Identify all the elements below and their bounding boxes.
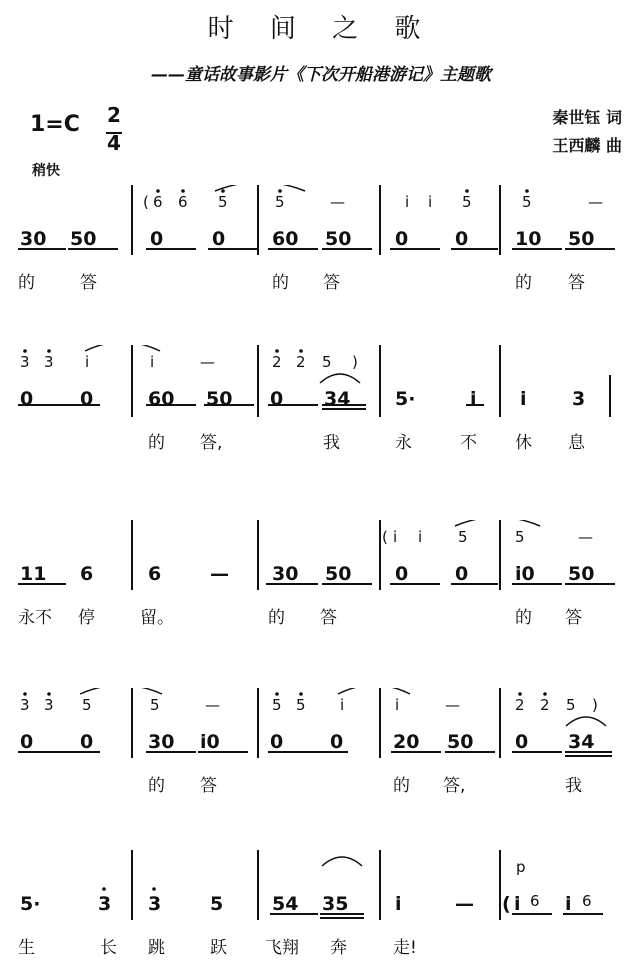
lyric-syllable: 答,: [443, 776, 466, 796]
melody-note: 60: [148, 388, 175, 410]
melody-note: i: [514, 893, 521, 915]
upper-note: 2: [515, 696, 525, 714]
melody-note: 6: [80, 563, 94, 585]
lyric-syllable: 答: [80, 273, 97, 293]
notation-svg: [0, 688, 642, 818]
upper-note: 6: [178, 193, 188, 211]
upper-note: 5: [82, 696, 92, 714]
melody-note: 0: [330, 731, 344, 753]
slur: [215, 185, 305, 191]
octave-dot: [181, 189, 185, 193]
melody-note: 30: [148, 731, 175, 753]
upper-note: (: [143, 193, 149, 211]
melody-note: i0: [200, 731, 220, 753]
slur: [322, 857, 362, 866]
lyric-syllable: 答,: [200, 433, 223, 453]
melody-note: 0: [80, 731, 94, 753]
melody-note: i: [395, 893, 402, 915]
slur: [80, 688, 162, 694]
upper-note: 3: [20, 353, 30, 371]
melody-note: 0: [455, 563, 469, 585]
lyric-syllable: 的: [148, 433, 165, 453]
lyric-syllable: 不: [460, 433, 477, 453]
melody-note: 3: [572, 388, 586, 410]
melody-note: 50: [206, 388, 233, 410]
notation-svg: [0, 185, 642, 315]
upper-note: 5: [458, 528, 468, 546]
upper-note: i: [428, 193, 433, 211]
melody-note: 0: [515, 731, 529, 753]
upper-note: 2: [296, 353, 306, 371]
octave-dot: [156, 189, 160, 193]
melody-note: i: [470, 388, 477, 410]
notation-svg: [0, 850, 642, 980]
melody-note: 0: [20, 731, 34, 753]
upper-note: 5: [296, 696, 306, 714]
melody-note: 6: [148, 563, 162, 585]
melody-note: 0: [395, 563, 409, 585]
upper-note: 3: [44, 353, 54, 371]
melody-note: 5: [210, 893, 224, 915]
upper-note: i: [405, 193, 410, 211]
lyric-syllable: 留。: [140, 608, 174, 628]
melody-note: 50: [325, 228, 352, 250]
song-title: 时 间 之 歌: [207, 14, 435, 44]
upper-note: 2: [540, 696, 550, 714]
tempo-marking: 稍快: [32, 163, 60, 179]
song-subtitle: ——童话故事影片《下次开船港游记》主题歌: [151, 65, 491, 85]
octave-dot: [152, 887, 156, 891]
melody-note: 50: [568, 228, 595, 250]
upper-note: 5: [462, 193, 472, 211]
upper-note: p: [516, 858, 526, 876]
time-signature-bottom: 4: [107, 131, 121, 155]
lyric-syllable: 答: [323, 273, 340, 293]
melody-note: 50: [70, 228, 97, 250]
upper-note: —: [200, 353, 215, 371]
upper-note: 5: [272, 696, 282, 714]
lyric-syllable: 飞翔: [265, 938, 299, 958]
melody-note: 3: [98, 893, 112, 915]
melody-note: 10: [515, 228, 542, 250]
upper-note: —: [330, 193, 345, 211]
upper-note: ): [592, 696, 598, 714]
melody-note: 0: [212, 228, 226, 250]
notation-svg: [0, 520, 642, 650]
lyric-syllable: 我: [565, 776, 582, 796]
upper-note: 5: [275, 193, 285, 211]
lyric-syllable: 答: [568, 273, 585, 293]
octave-dot: [23, 349, 27, 353]
upper-note: 5: [150, 696, 160, 714]
upper-note: 5: [522, 193, 532, 211]
upper-note: 5: [322, 353, 332, 371]
slur: [338, 688, 410, 694]
slur: [455, 520, 540, 526]
upper-note: ): [352, 353, 358, 371]
slur: [85, 345, 160, 351]
upper-note: —: [205, 696, 220, 714]
melody-note: 0: [20, 388, 34, 410]
upper-note: 6: [153, 193, 163, 211]
lyric-syllable: 停: [78, 608, 95, 628]
time-signature-top: 2: [107, 103, 121, 127]
melody-note: i: [565, 893, 572, 915]
upper-note: (: [382, 528, 388, 546]
octave-dot: [47, 349, 51, 353]
upper-note: —: [578, 528, 593, 546]
lyric-syllable: 永: [395, 433, 412, 453]
melody-note: 0: [150, 228, 164, 250]
melody-note: 34: [568, 731, 595, 753]
slur: [320, 374, 360, 383]
lyric-syllable: 息: [568, 433, 585, 453]
melody-note: —: [455, 893, 474, 915]
melody-note: 5·: [20, 893, 41, 915]
lyric-syllable: 生: [18, 938, 35, 958]
octave-dot: [102, 887, 106, 891]
melody-note: (: [502, 893, 511, 915]
octave-dot: [278, 189, 282, 193]
melody-note: 11: [20, 563, 47, 585]
octave-dot: [221, 189, 225, 193]
upper-note: 5: [515, 528, 525, 546]
lyric-syllable: 休: [515, 433, 532, 453]
lyric-syllable: 的: [393, 776, 410, 796]
melody-note: 3: [148, 893, 162, 915]
upper-note: i: [340, 696, 345, 714]
melody-note: 50: [447, 731, 474, 753]
melody-note: 30: [20, 228, 47, 250]
melody-note: 0: [80, 388, 94, 410]
lyric-syllable: 长: [100, 938, 117, 958]
melody-note: 30: [272, 563, 299, 585]
octave-dot: [543, 692, 547, 696]
lyric-syllable: 永不: [18, 608, 52, 628]
composer-credit: 王西麟 曲: [552, 136, 622, 155]
melody-note: 34: [324, 388, 351, 410]
lyricist-credit: 秦世钰 词: [552, 108, 622, 127]
lyric-syllable: 的: [272, 273, 289, 293]
lyric-syllable: 答: [320, 608, 337, 628]
melody-note: 5·: [395, 388, 416, 410]
octave-dot: [23, 692, 27, 696]
upper-note: 3: [44, 696, 54, 714]
score-system-2: [0, 345, 642, 475]
upper-note: —: [445, 696, 460, 714]
octave-dot: [525, 189, 529, 193]
lyric-syllable: 的: [148, 776, 165, 796]
upper-note: i: [393, 528, 398, 546]
melody-note: 6: [530, 892, 540, 910]
score-system-1: [0, 185, 642, 315]
melody-note: i: [520, 388, 527, 410]
score-system-4: [0, 688, 642, 818]
melody-note: —: [210, 563, 229, 585]
upper-note: i: [85, 353, 90, 371]
octave-dot: [275, 692, 279, 696]
lyric-syllable: 的: [515, 608, 532, 628]
lyric-syllable: 的: [515, 273, 532, 293]
upper-note: 3: [20, 696, 30, 714]
notation-svg: [0, 345, 642, 475]
melody-note: 60: [272, 228, 299, 250]
octave-dot: [275, 349, 279, 353]
melody-note: 0: [270, 731, 284, 753]
upper-note: i: [150, 353, 155, 371]
melody-note: i0: [515, 563, 535, 585]
score-system-5: [0, 850, 642, 980]
upper-note: 5: [218, 193, 228, 211]
lyric-syllable: 跃: [210, 938, 227, 958]
upper-note: i: [395, 696, 400, 714]
melody-note: 50: [568, 563, 595, 585]
score-system-3: [0, 520, 642, 650]
lyric-syllable: 走!: [393, 938, 417, 958]
melody-note: 6: [582, 892, 592, 910]
melody-note: 0: [395, 228, 409, 250]
lyric-syllable: 我: [323, 433, 340, 453]
lyric-syllable: 的: [18, 273, 35, 293]
upper-note: i: [418, 528, 423, 546]
upper-note: 5: [566, 696, 576, 714]
lyric-syllable: 跳: [148, 938, 165, 958]
slur: [566, 717, 606, 726]
lyric-syllable: 答: [200, 776, 217, 796]
lyric-syllable: 奔: [330, 938, 347, 958]
octave-dot: [47, 692, 51, 696]
lyric-syllable: 答: [565, 608, 582, 628]
melody-note: 50: [325, 563, 352, 585]
octave-dot: [299, 349, 303, 353]
melody-note: 0: [270, 388, 284, 410]
key-signature: 1=C: [30, 112, 80, 137]
melody-note: 0: [455, 228, 469, 250]
lyric-syllable: 的: [268, 608, 285, 628]
melody-note: 35: [322, 893, 349, 915]
octave-dot: [299, 692, 303, 696]
upper-note: 2: [272, 353, 282, 371]
octave-dot: [465, 189, 469, 193]
octave-dot: [518, 692, 522, 696]
upper-note: —: [588, 193, 603, 211]
melody-note: 54: [272, 893, 299, 915]
melody-note: 20: [393, 731, 420, 753]
